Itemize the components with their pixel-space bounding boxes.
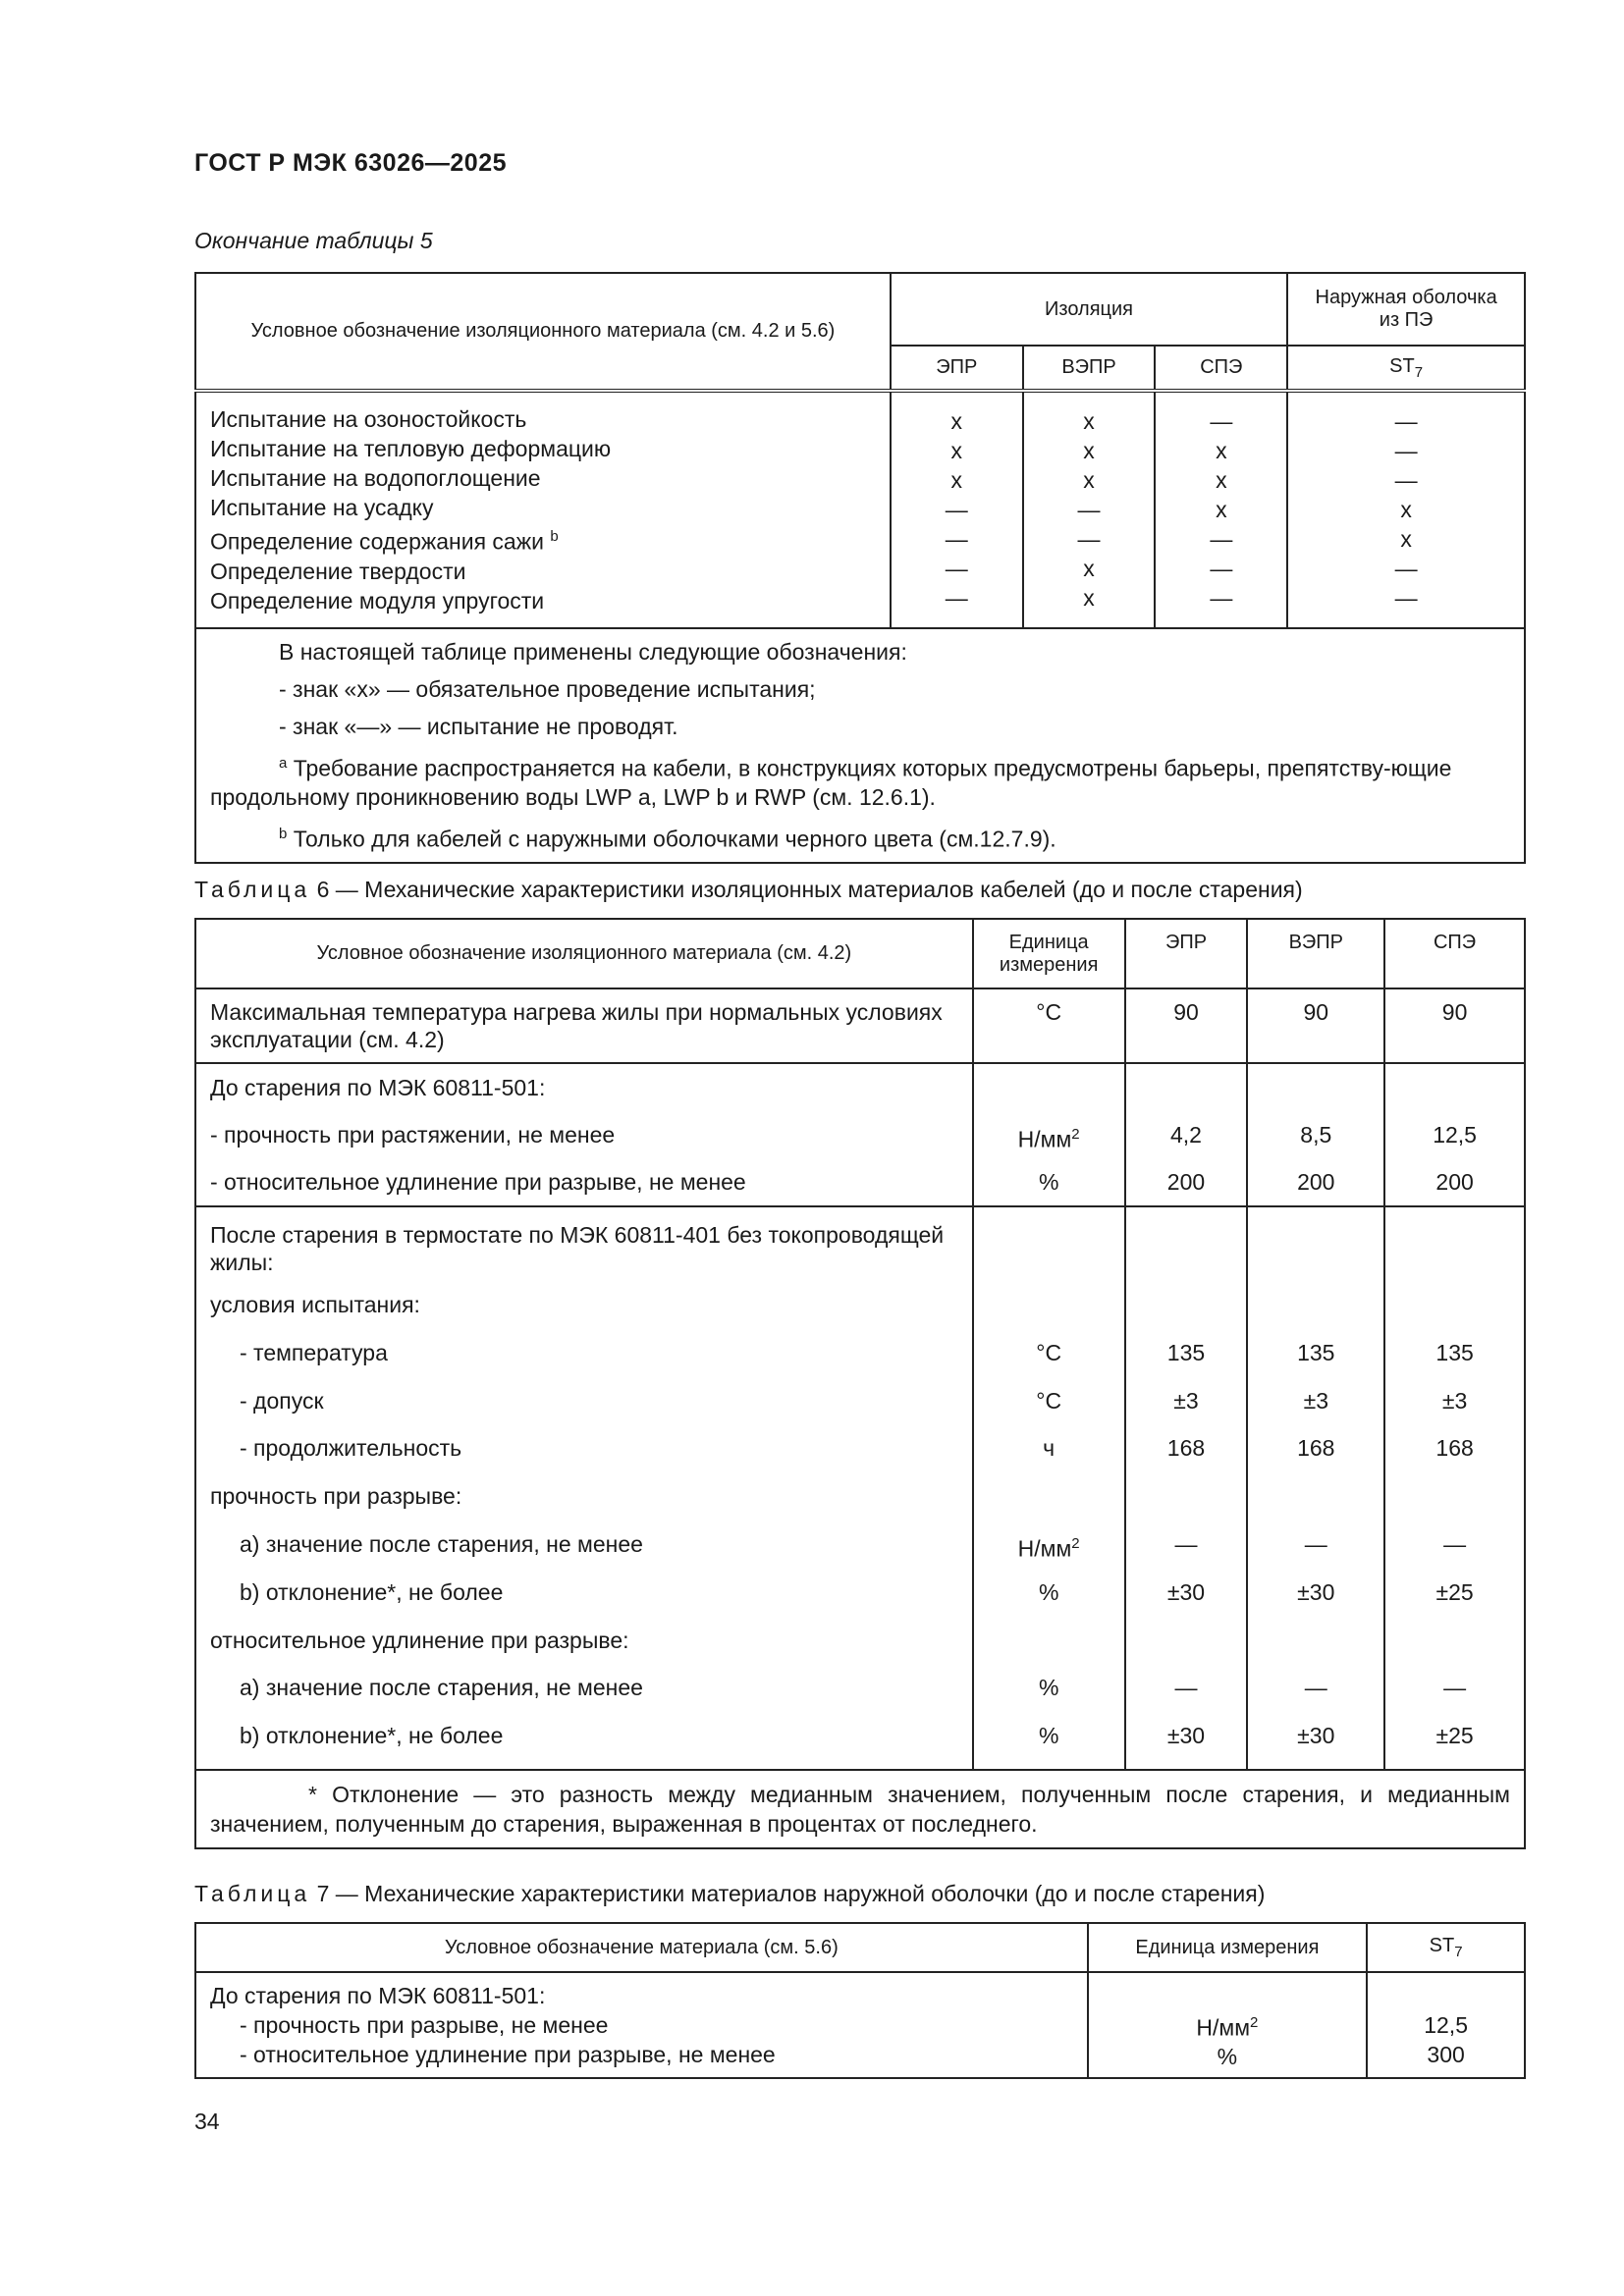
t5-designation-header: Условное обозначение изоляционного материала (см. 4.2 и 5.6) <box>195 273 891 391</box>
t6-conditions-title: условия испытания: <box>210 1292 420 1317</box>
t5-col-spe: СПЭ <box>1155 346 1287 391</box>
t6-row-label: - допуск <box>240 1387 324 1414</box>
t5-note-intro: В настоящей таблице применены следующие обозначения: <box>279 638 907 665</box>
t5-row-label: Определение содержания сажи $^b$ <box>210 528 559 555</box>
t5-row-label: Испытание на озоностойкость <box>210 406 527 432</box>
t6-after-vepr: 135 ±3 168 — ±30 — ±30 <box>1247 1206 1384 1770</box>
t7-title: До старения по МЭК 60811-501: <box>210 1983 546 2008</box>
t5-col-epr: ЭПР <box>891 346 1023 391</box>
t6-row-label: a) значение после старения, не менее <box>240 1530 643 1557</box>
t6-max-temp-unit: °C <box>973 988 1125 1063</box>
t5-col-spe-values: — x x x — — — <box>1155 391 1287 628</box>
t6-row-label: b) отклонение*, не более <box>240 1723 504 1749</box>
t6-elong-title: относительное удлинение при разрыве: <box>210 1627 629 1653</box>
t6-before-units: $Н/мм^2$ % <box>973 1063 1125 1206</box>
t5-insulation-header: Изоляция <box>891 273 1287 346</box>
t5-col-st7: $ST_7$ <box>1287 346 1525 391</box>
t6-after-spe: 135 ±3 168 — ±25 — ±25 <box>1384 1206 1525 1770</box>
document-header: ГОСТ Р МЭК 63026—2025 <box>194 149 508 177</box>
t6-before-epr: 4,2 200 <box>1125 1063 1248 1206</box>
t6-after-epr: 135 ±3 168 — ±30 — ±30 <box>1125 1206 1248 1770</box>
t5-row-label: Испытание на водопоглощение <box>210 465 541 491</box>
table-5 <box>194 272 1526 864</box>
table5-continuation-caption: Окончание таблицы 5 <box>194 228 433 253</box>
t5-col-vepr-values: x x x — — x x <box>1023 391 1156 628</box>
t5-sheath-header: Наружная оболочка из ПЭ <box>1287 273 1525 346</box>
table-7 <box>194 1922 1526 2079</box>
t5-footnote-b: $^b$ Только для кабелей с наружными оболочками черного цвета (см.12.7.9). <box>279 826 1056 852</box>
t5-row-label: Испытание на усадку <box>210 495 434 520</box>
t5-row-label: Испытание на тепловую деформацию <box>210 436 612 461</box>
t7-labels <box>195 1972 1088 2078</box>
t6-strength-title: прочность при разрыве: <box>210 1483 462 1510</box>
t6-designation-header: Условное обозначение изоляционного материала (см. 4.2) <box>195 919 973 988</box>
page-number: 34 <box>194 2109 220 2134</box>
t5-row-label: Определение модуля упругости <box>210 587 545 614</box>
t5-row-label: Определение твердости <box>210 558 466 584</box>
t6-footnote: * Отклонение — это разность между медианным значением, полученным после старения, и медианным значением, полученным до старения, выраженная в процентах от последнего. <box>195 1770 1525 1848</box>
t6-before-labels <box>195 1063 973 1206</box>
t6-row-label: - температура <box>240 1339 388 1365</box>
t6-col-vepr: ВЭПР <box>1247 919 1384 988</box>
t6-max-temp-label: Максимальная температура нагрева жилы при нормальных условиях эксплуатации (см. 4.2) <box>195 988 973 1063</box>
t6-after-title: После старения в термостате по МЭК 60811-401 без токопроводящей жилы: <box>210 1222 945 1275</box>
t7-col-st7: $ST_7$ <box>1367 1923 1525 1972</box>
t5-col-st7-values: — — — x x — — <box>1287 391 1525 628</box>
t5-col-epr-values: x x x — — — — <box>891 391 1023 628</box>
table6-caption: Таблица 6 — Механические характеристики изоляционных материалов кабелей (до и после старения) <box>194 877 1303 902</box>
t6-row-label: b) отклонение*, не более <box>240 1578 504 1605</box>
t5-notes <box>195 628 1525 863</box>
t7-unit-header: Единица измерения <box>1088 1923 1368 1972</box>
t7-units: $Н/мм^2$ % <box>1088 1972 1368 2078</box>
table7-caption: Таблица 7 — Механические характеристики материалов наружной оболочки (до и после старения) <box>194 1881 1266 1906</box>
t7-designation-header: Условное обозначение материала (см. 5.6) <box>195 1923 1088 1972</box>
t6-before-vepr: 8,5 200 <box>1247 1063 1384 1206</box>
t6-after-labels <box>195 1206 973 1770</box>
t5-col-vepr: ВЭПР <box>1023 346 1156 391</box>
table-6 <box>194 918 1526 1849</box>
t5-note-item: - знак «—» — испытание не проводят. <box>279 713 678 739</box>
t6-before-spe: 12,5 200 <box>1384 1063 1525 1206</box>
t5-footnote-a: $^a$ Требование распространяется на кабели, в конструкциях которых предусмотрены барьеры, препятству-ющие продольному проникновению воды LWP a, LWP b и RWP (см. 12.6.1). <box>210 754 1452 811</box>
t6-after-units: °C °C ч $Н/мм^2$ % % % <box>973 1206 1125 1770</box>
t6-col-spe: СПЭ <box>1384 919 1525 988</box>
t6-unit-header: Единица измерения <box>973 919 1125 988</box>
t6-col-epr: ЭПР <box>1125 919 1248 988</box>
t6-row-label: a) значение после старения, не менее <box>240 1675 643 1701</box>
t6-row-label: - относительное удлинение при разрыве, не менее <box>210 1169 746 1195</box>
t5-row-labels <box>195 391 891 628</box>
t6-max-temp-epr: 90 <box>1125 988 1248 1063</box>
t5-note-item: - знак «x» — обязательное проведение испытания; <box>279 675 816 702</box>
t7-values: 12,5 300 <box>1367 1972 1525 2078</box>
t6-before-title: До старения по МЭК 60811-501: <box>210 1075 546 1100</box>
t6-row-label: - прочность при растяжении, не менее <box>210 1122 616 1148</box>
t6-max-temp-spe: 90 <box>1384 988 1525 1063</box>
t6-max-temp-vepr: 90 <box>1247 988 1384 1063</box>
t7-row-label: - прочность при разрыве, не менее <box>240 2012 609 2038</box>
t7-row-label: - относительное удлинение при разрыве, не менее <box>240 2042 776 2067</box>
t6-row-label: - продолжительность <box>240 1435 462 1462</box>
